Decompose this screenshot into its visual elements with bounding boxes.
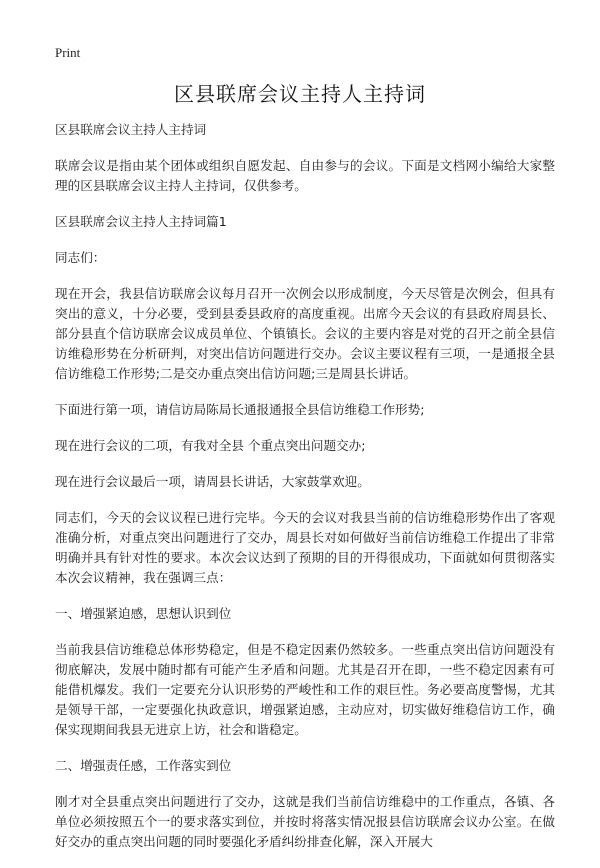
body-paragraph: 现在开会，我县信访联席会议每月召开一次例会以形成制度，今天尽管是次例会，但具有突出的意义，十分必要，受到县委县政府的高度重视。出席今天会议的有县政府周县长、部分县直个信访联席会议成员单位、个镇镇长。会议的主要内容是对党的召开之前全县信访维稳形势在分析研判，对突出信访问题进行交办。会议主要议程有三项，一是通报全县信访维稳工作形势;二是交办重点突出信访问题;三是周县长讲话。 <box>55 286 555 381</box>
body-paragraph: 当前我县信访维稳总体形势稳定，但是不稳定因素仍然较多。一些重点突出信访问题没有彻底解决，发展中随时都有可能产生矛盾和问题。尤其是召开在即，一些不稳定因素有可能借机爆发。我们一定要充分认识形势的严峻性和工作的艰巨性。务必要高度警惕，尤其是领导干部，一定要强化执政意识，增强紧迫感，主动应对，切实做好维稳信访工作，确保实现期间我县无进京上访，社会和谐稳定。 <box>55 642 555 737</box>
section-heading: 一、增强紧迫感，思想认识到位 <box>55 606 232 621</box>
body-paragraph: 刚才对全县重点突出问题进行了交办，这就是我们当前信访维稳中的工作重点，各镇、各单位必须按照五个一的要求落实到位，并按时将落实情况报县信访联席会议办公室。在做好交办的重点突出问题的同时要强化矛盾纠纷排查化解，深入开展大 <box>55 794 555 849</box>
document-subtitle: 区县联席会议主持人主持词 <box>55 122 207 137</box>
salutation: 同志们： <box>55 250 106 265</box>
body-paragraph: 现在进行会议最后一项，请周县长讲话，大家鼓掌欢迎。 <box>55 474 370 489</box>
section-heading: 二、增强责任感，工作落实到位 <box>55 758 232 773</box>
intro-paragraph: 联席会议是指由某个团体或组织自愿发起、自由参与的会议。下面是文档网小编给大家整理的区县联席会议主持人主持词，仅供参考。 <box>55 158 555 193</box>
section-title: 区县联席会议主持人主持词篇1 <box>55 214 227 229</box>
print-link[interactable]: Print <box>55 45 81 60</box>
body-paragraph: 下面进行第一项，请信访局陈局长通报通报全县信访维稳工作形势; <box>55 402 425 417</box>
page-title: 区县联席会议主持人主持词 <box>174 82 426 106</box>
body-paragraph: 现在进行会议的二项，有我对全县 个重点突出问题交办; <box>55 438 366 453</box>
body-paragraph: 同志们，今天的会议议程已进行完毕。今天的会议对我县当前的信访维稳形势作出了客观准确分析，对重点突出问题进行了交办，周县长对如何做好当前信访维稳工作提出了非常明确并具有针对性的要求。本次会议达到了预期的目的开得很成功，下面就如何贯彻落实本次会议精神，我在强调三点： <box>55 510 555 585</box>
document-body <box>55 120 555 868</box>
